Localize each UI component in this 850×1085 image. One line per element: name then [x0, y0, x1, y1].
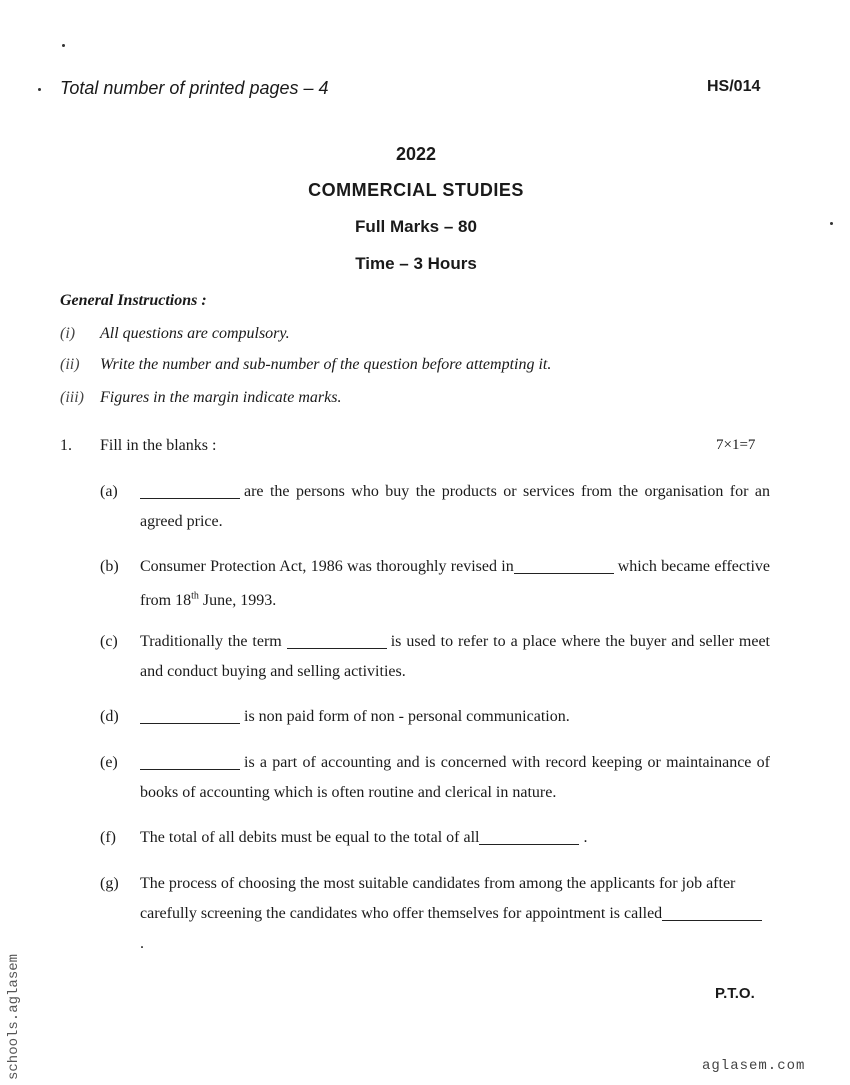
- instruction-text: Write the number and sub-number of the question before attempting it.: [100, 356, 552, 373]
- blank-item-e: [100, 748, 770, 808]
- instruction-number: (ii): [60, 356, 80, 373]
- instruction-text: All questions are compulsory.: [100, 325, 290, 342]
- blank-item-c: [100, 627, 770, 687]
- item-text-before: The process of choosing the most suitable candidates from among the applicants for job after carefully screening the candidates who offer themselves for appointment is called: [140, 875, 736, 922]
- answer-blank: [514, 559, 614, 574]
- item-text-before: Consumer Protection Act, 1986 was thoroughly revised in: [140, 558, 514, 575]
- instruction-item: [60, 325, 290, 343]
- item-text-after: which became effective from 18th June, 1993.: [140, 558, 770, 610]
- instruction-number: (i): [60, 325, 76, 342]
- subject-title: COMMERCIAL STUDIES: [308, 180, 524, 200]
- instruction-number: (iii): [60, 389, 84, 406]
- question-text: Fill in the blanks :: [100, 437, 217, 454]
- item-text-after: is a part of accounting and is concerned with record keeping or maintainance of books of accounting which is often routine and clerical in nature.: [140, 754, 770, 801]
- blank-item-a: [100, 477, 770, 537]
- exam-time: Time – 3 Hours: [355, 254, 477, 273]
- item-text-after: are the persons who buy the products or services from the organisation for an agreed price.: [140, 483, 770, 530]
- item-text-before: The total of all debits must be equal to the total of all: [140, 829, 480, 846]
- bottom-watermark: aglasem.com: [702, 1058, 806, 1074]
- blank-item-d: [100, 702, 770, 732]
- answer-blank: [662, 906, 762, 921]
- instruction-item: [60, 356, 551, 374]
- instruction-item: [60, 389, 341, 407]
- item-label: (a): [100, 483, 118, 500]
- side-watermark: schools.aglasem: [6, 953, 22, 1080]
- exam-year: 2022: [395, 144, 437, 164]
- paper-code: HS/014: [707, 78, 761, 95]
- item-label: (g): [100, 875, 119, 892]
- speck-dot: [62, 44, 65, 47]
- please-turn-over: P.T.O.: [715, 985, 755, 1002]
- speck-dot: [38, 88, 41, 91]
- answer-blank: [140, 755, 240, 770]
- item-label: (b): [100, 558, 119, 575]
- item-text-after: .: [140, 935, 144, 952]
- item-label: (e): [100, 754, 118, 771]
- instructions-heading: General Instructions :: [60, 292, 207, 309]
- printed-pages-note: Total number of printed pages – 4: [60, 78, 329, 98]
- answer-blank: [287, 634, 387, 649]
- item-text-before: Traditionally the term: [140, 633, 282, 650]
- item-text-after: is used to refer to a place where the buyer and seller meet and conduct buying and selling activities.: [140, 633, 771, 680]
- item-text-after: is non paid form of non - personal communication.: [244, 708, 570, 725]
- item-label: (d): [100, 708, 119, 725]
- item-text-after: .: [583, 829, 588, 846]
- blank-item-f: [100, 823, 770, 853]
- question-marks: 7×1=7: [716, 437, 756, 453]
- answer-blank: [140, 709, 240, 724]
- full-marks: Full Marks – 80: [355, 217, 477, 236]
- blank-item-b: [100, 552, 770, 616]
- item-label: (f): [100, 829, 116, 846]
- question-number: 1.: [60, 437, 72, 454]
- instruction-text: Figures in the margin indicate marks.: [100, 389, 342, 406]
- item-label: (c): [100, 633, 118, 650]
- answer-blank: [479, 830, 579, 845]
- blank-item-g: [100, 869, 770, 959]
- answer-blank: [140, 484, 240, 499]
